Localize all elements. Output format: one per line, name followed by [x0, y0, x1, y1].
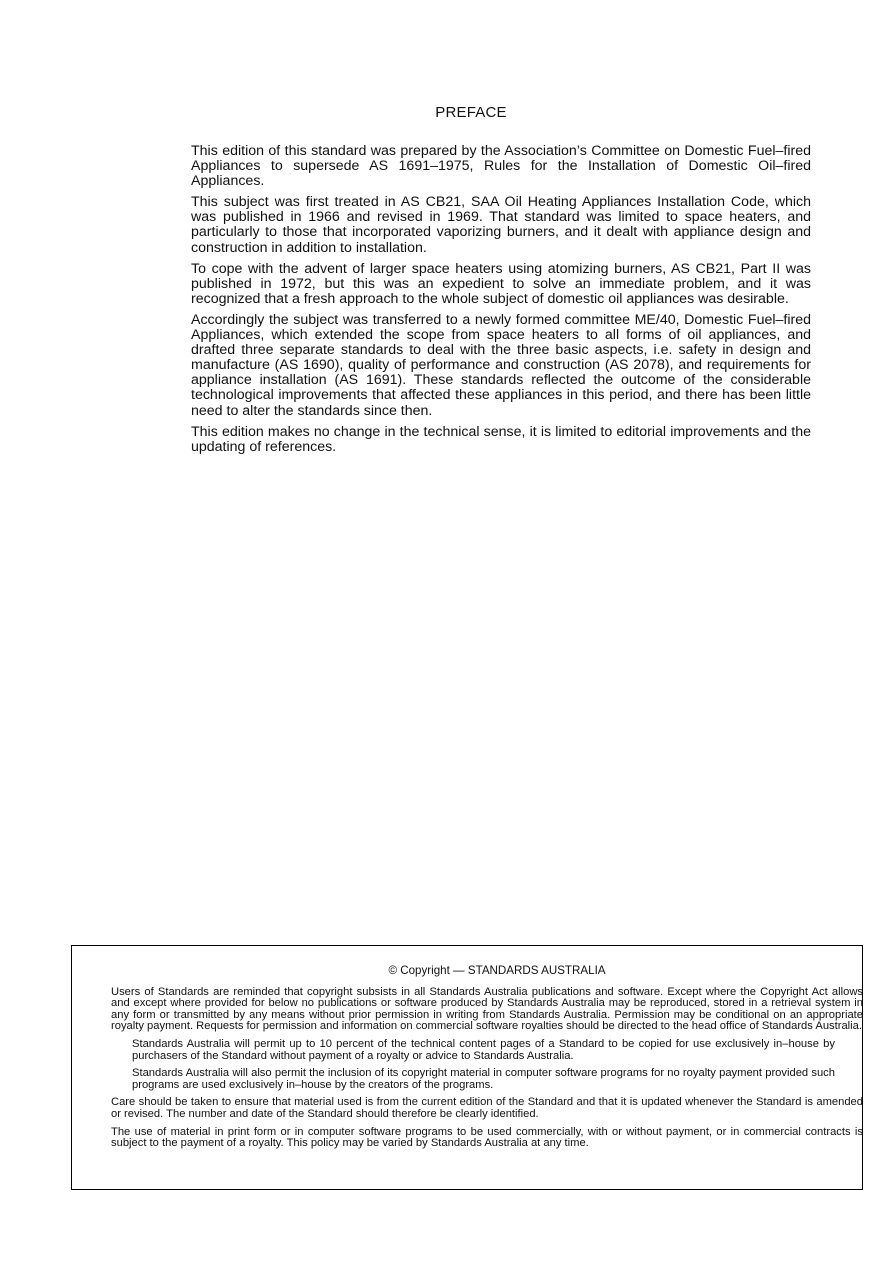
copyright-paragraph: The use of material in print form or in computer software programs to be used commercially, with or without payment, or in commercial contracts is subject to the payment of a royalty. This policy may be varied by Standards Australia at any time.: [111, 1125, 863, 1150]
copyright-indented-paragraph: Standards Australia will also permit the inclusion of its copyright material in computer software programs for no royalty payment provided such programs are used exclusively in–house by the creators of the programs.: [132, 1067, 835, 1091]
copyright-paragraph: Users of Standards are reminded that copyright subsists in all Standards Australia publications and software. Except where the Copyright Act allows and except where provided for below no publications or software produced by Standards Australia may be reproduced, stored in a retrieval system in any form or transmitted by any means without prior permission in writing from Standards Australia. Permission may be conditional on an appropriate royalty payment. Requests for permission and information on commercial software royalties should be directed to the head office of Standards Australia.: [111, 985, 863, 1033]
preface-paragraph: This subject was first treated in AS CB21, SAA Oil Heating Appliances Installation Code, which was published in 1966 and revised in 1969. That standard was limited to space heaters, and particularly to those that incorporated vaporizing burners, and it dealt with appliance design and construction in addition to installation.: [191, 194, 811, 256]
preface-paragraph: This edition makes no change in the technical sense, it is limited to editorial improvements and the updating of references.: [191, 423, 811, 455]
page-title: PREFACE: [435, 104, 507, 121]
copyright-notice-box: [71, 945, 863, 1190]
preface-paragraph: This edition of this standard was prepared by the Association’s Committee on Domestic Fuel–fired Appliances to supersede AS 1691–1975, Rules for the Installation of Domestic Oil–fired Appliances.: [191, 143, 811, 190]
copyright-paragraph: Care should be taken to ensure that material used is from the current edition of the Standard and that it is updated whenever the Standard is amended or revised. The number and date of the Standard should therefore be clearly identified.: [111, 1096, 863, 1120]
copyright-indented-paragraph: Standards Australia will permit up to 10 percent of the technical content pages of a Standard to be copied for use exclusively in–house by purchasers of the Standard without payment of a royalty or advice to Standards Australia.: [132, 1037, 835, 1062]
copyright-heading: © Copyright — STANDARDS AUSTRALIA: [388, 964, 606, 977]
preface-paragraph: Accordingly the subject was transferred to a newly formed committee ME/40, Domestic Fuel–fired Appliances, which extended the scope from space heaters to all forms of oil appliances, and drafted three separate standards to deal with the three basic aspects, i.e. safety in design and manufacture (AS 1690), quality of performance and construction (AS 2078), and requirements for appliance installation (AS 1691). These standards reflected the outcome of the considerable technological improvements that affected these appliances in this period, and there has been little need to alter the standards since then.: [191, 311, 811, 419]
copyright-content: [111, 965, 863, 1156]
preface-paragraph: To cope with the advent of larger space heaters using atomizing burners, AS CB21, Part II was published in 1972, but this was an expedient to solve an immediate problem, and it was recognized that a fresh approach to the whole subject of domestic oil appliances was desirable.: [191, 260, 811, 307]
preface-body: [191, 144, 811, 461]
